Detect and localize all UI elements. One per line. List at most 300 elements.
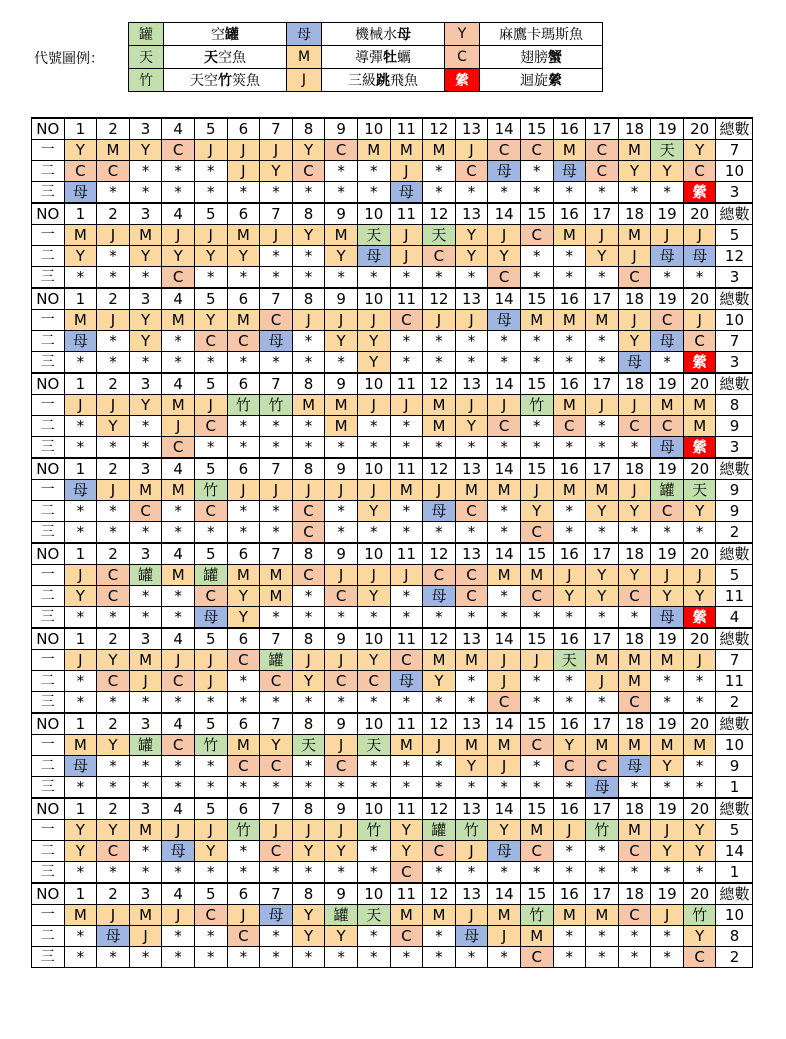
cell: J [64, 395, 97, 416]
table-row [32, 905, 753, 926]
cell: * [357, 692, 390, 714]
header-col: 2 [97, 543, 130, 565]
cell: M [651, 650, 684, 671]
header-col: 15 [520, 713, 553, 735]
header-col: 13 [455, 543, 488, 565]
cell: 竹 [194, 735, 227, 756]
cell: Y [488, 246, 521, 267]
cell: M [129, 820, 162, 841]
header-row [32, 798, 753, 820]
header-col: 20 [683, 543, 716, 565]
header-col: 19 [651, 118, 684, 140]
header-row [32, 203, 753, 225]
legend-description-part: 跳 [376, 73, 390, 89]
legend-code: C [445, 46, 480, 69]
table-row [32, 671, 753, 692]
cell: Y [423, 671, 456, 692]
cell: 罐 [423, 820, 456, 841]
header-col: 19 [651, 628, 684, 650]
cell: * [129, 352, 162, 374]
header-col: 3 [129, 713, 162, 735]
row-total: 3 [716, 437, 753, 459]
header-col: 6 [227, 373, 260, 395]
cell: C [162, 140, 195, 161]
cell: Y [357, 650, 390, 671]
cell: * [129, 182, 162, 204]
header-col: 12 [423, 883, 456, 905]
cell: 母 [64, 182, 97, 204]
cell: 竹 [227, 395, 260, 416]
header-col: 12 [423, 203, 456, 225]
cell: M [553, 480, 586, 501]
cell: * [162, 756, 195, 777]
header-total: 總數 [716, 713, 753, 735]
header-col: 16 [553, 883, 586, 905]
cell: M [586, 310, 619, 331]
cell: 母 [64, 331, 97, 352]
cell: * [423, 267, 456, 289]
cell: 罐 [194, 565, 227, 586]
cell: * [260, 926, 293, 947]
legend-description-part: 麻鷹卡瑪斯魚 [499, 27, 583, 43]
header-col: 7 [260, 713, 293, 735]
cell: * [194, 777, 227, 799]
cell: Y [586, 565, 619, 586]
cell: Y [586, 501, 619, 522]
legend-title: 代號圖例： [34, 51, 104, 67]
header-col: 4 [162, 458, 195, 480]
header-col: 13 [455, 713, 488, 735]
cell: J [162, 905, 195, 926]
cell: Y [227, 607, 260, 629]
cell: M [651, 395, 684, 416]
header-col: 3 [129, 373, 162, 395]
legend-description [322, 69, 445, 92]
header-col: 10 [357, 118, 390, 140]
cell: * [651, 862, 684, 884]
header-col: 2 [97, 118, 130, 140]
cell: 天 [292, 735, 325, 756]
cell: * [357, 267, 390, 289]
cell: * [97, 437, 130, 459]
cell: Y [292, 140, 325, 161]
cell: * [260, 416, 293, 437]
header-col: 9 [325, 543, 358, 565]
cell: * [520, 437, 553, 459]
table-row [32, 267, 753, 289]
cell: * [390, 777, 423, 799]
cell: Y [651, 586, 684, 607]
cell: * [97, 607, 130, 629]
cell: Y [357, 352, 390, 374]
header-col: 18 [618, 458, 651, 480]
table-row [32, 310, 753, 331]
cell: * [292, 586, 325, 607]
cell: * [520, 246, 553, 267]
cell: C [488, 267, 521, 289]
header-col: 16 [553, 118, 586, 140]
header-col: 5 [194, 458, 227, 480]
cell: * [325, 267, 358, 289]
cell: J [651, 225, 684, 246]
cell: * [618, 926, 651, 947]
header-col: 12 [423, 628, 456, 650]
header-row [32, 288, 753, 310]
cell: * [64, 926, 97, 947]
cell: J [553, 565, 586, 586]
legend-description-part: 三級 [348, 73, 376, 89]
row-total: 3 [716, 352, 753, 374]
header-col: 4 [162, 628, 195, 650]
cell: * [423, 947, 456, 968]
cell: * [651, 522, 684, 544]
cell: J [162, 820, 195, 841]
cell: * [423, 331, 456, 352]
cell: M [129, 905, 162, 926]
cell: J [651, 820, 684, 841]
row-label: 三 [32, 267, 65, 289]
legend-code: 母 [287, 23, 322, 46]
cell: * [423, 862, 456, 884]
cell: C [618, 905, 651, 926]
header-col: 15 [520, 543, 553, 565]
cell: * [357, 947, 390, 968]
cell: J [651, 565, 684, 586]
cell: * [325, 692, 358, 714]
header-row [32, 458, 753, 480]
table-row [32, 841, 753, 862]
cell: C [292, 522, 325, 544]
row-label: 一 [32, 480, 65, 501]
cell: J [292, 820, 325, 841]
header-col: 9 [325, 458, 358, 480]
cell: * [129, 692, 162, 714]
row-label: 三 [32, 862, 65, 884]
legend-table [128, 22, 603, 92]
cell: J [488, 671, 521, 692]
header-col: 4 [162, 713, 195, 735]
row-label: 三 [32, 947, 65, 968]
cell: J [520, 480, 553, 501]
row-total: 7 [716, 331, 753, 352]
cell: J [227, 905, 260, 926]
cell: M [553, 905, 586, 926]
cell: * [325, 522, 358, 544]
row-total: 2 [716, 522, 753, 544]
cell: M [64, 905, 97, 926]
cell: C [390, 862, 423, 884]
cell: 母 [683, 246, 716, 267]
header-col: 13 [455, 118, 488, 140]
cell: J [618, 310, 651, 331]
legend-code: 竹 [129, 69, 164, 92]
cell: J [194, 671, 227, 692]
row-total: 2 [716, 947, 753, 968]
cell: Y [586, 246, 619, 267]
cell: * [586, 947, 619, 968]
header-col: 20 [683, 798, 716, 820]
cell: * [553, 182, 586, 204]
cell: M [683, 735, 716, 756]
header-col: 2 [97, 373, 130, 395]
cell: C [325, 756, 358, 777]
cell: Y [292, 841, 325, 862]
row-total: 5 [716, 565, 753, 586]
cell: * [488, 586, 521, 607]
header-col: 4 [162, 373, 195, 395]
cell: C [520, 140, 553, 161]
header-col: 20 [683, 118, 716, 140]
table-row [32, 756, 753, 777]
cell: * [64, 501, 97, 522]
header-col: 10 [357, 883, 390, 905]
header-col: 2 [97, 458, 130, 480]
header-col: 2 [97, 883, 130, 905]
cell: * [292, 692, 325, 714]
header-col: 2 [97, 288, 130, 310]
cell: J [194, 225, 227, 246]
header-no: NO [32, 288, 65, 310]
cell: M [97, 140, 130, 161]
cell: * [683, 756, 716, 777]
cell: * [618, 182, 651, 204]
cell: M [227, 225, 260, 246]
cell: C [129, 501, 162, 522]
cell: Y [553, 586, 586, 607]
cell: C [520, 522, 553, 544]
cell: * [194, 926, 227, 947]
cell: C [357, 671, 390, 692]
cell: * [423, 607, 456, 629]
cell: 竹 [683, 905, 716, 926]
cell: * [292, 182, 325, 204]
cell: Y [455, 225, 488, 246]
header-col: 14 [488, 118, 521, 140]
header-col: 11 [390, 883, 423, 905]
header-col: 18 [618, 543, 651, 565]
row-label: 三 [32, 352, 65, 374]
cell: C [455, 501, 488, 522]
cell: J [97, 225, 130, 246]
header-col: 20 [683, 458, 716, 480]
cell: J [520, 650, 553, 671]
legend-row [129, 69, 603, 92]
cell: * [129, 756, 162, 777]
cell: Y [64, 820, 97, 841]
cell: * [64, 671, 97, 692]
cell: C [455, 161, 488, 182]
cell: Y [129, 140, 162, 161]
cell: * [162, 586, 195, 607]
cell: * [586, 862, 619, 884]
legend-description [480, 46, 603, 69]
header-no: NO [32, 118, 65, 140]
header-col: 14 [488, 458, 521, 480]
header-col: 3 [129, 458, 162, 480]
legend-description-part: 翅膀 [520, 50, 548, 66]
cell: 母 [455, 926, 488, 947]
cell: C [618, 841, 651, 862]
cell: * [227, 692, 260, 714]
header-col: 14 [488, 543, 521, 565]
table-row [32, 437, 753, 459]
header-col: 7 [260, 798, 293, 820]
cell: M [553, 140, 586, 161]
cell: * [64, 777, 97, 799]
cell: J [683, 310, 716, 331]
header-col: 13 [455, 288, 488, 310]
cell: Y [651, 841, 684, 862]
cell: M [423, 395, 456, 416]
table-row [32, 777, 753, 799]
row-total: 10 [716, 161, 753, 182]
cell: * [260, 437, 293, 459]
header-col: 13 [455, 883, 488, 905]
cell: J [292, 480, 325, 501]
table-row [32, 480, 753, 501]
header-col: 17 [586, 373, 619, 395]
cell: C [683, 331, 716, 352]
cell: * [357, 777, 390, 799]
cell: * [129, 437, 162, 459]
cell: 罐 [260, 650, 293, 671]
header-col: 4 [162, 118, 195, 140]
table-row [32, 692, 753, 714]
cell: 母 [260, 331, 293, 352]
table-row [32, 650, 753, 671]
legend-description [322, 46, 445, 69]
cell: J [227, 480, 260, 501]
cell: C [553, 756, 586, 777]
cell: J [194, 650, 227, 671]
cell: Y [618, 501, 651, 522]
header-col: 10 [357, 628, 390, 650]
cell: * [586, 352, 619, 374]
header-col: 11 [390, 373, 423, 395]
cell: M [618, 820, 651, 841]
cell: 縈 [683, 352, 716, 374]
cell: J [390, 225, 423, 246]
cell: J [97, 905, 130, 926]
cell: Y [683, 820, 716, 841]
header-no: NO [32, 713, 65, 735]
cell: * [423, 161, 456, 182]
header-col: 7 [260, 543, 293, 565]
cell: 母 [423, 586, 456, 607]
header-row [32, 118, 753, 140]
cell: Y [683, 926, 716, 947]
cell: M [227, 565, 260, 586]
cell: M [64, 310, 97, 331]
cell: J [390, 395, 423, 416]
cell: * [553, 352, 586, 374]
header-col: 17 [586, 203, 619, 225]
cell: * [618, 862, 651, 884]
header-col: 11 [390, 288, 423, 310]
header-col: 10 [357, 288, 390, 310]
row-total: 9 [716, 480, 753, 501]
cell: * [292, 756, 325, 777]
header-total: 總數 [716, 118, 753, 140]
header-col: 14 [488, 373, 521, 395]
header-col: 18 [618, 288, 651, 310]
header-col: 17 [586, 288, 619, 310]
legend-description-part: 蟹 [548, 50, 562, 66]
row-label: 二 [32, 416, 65, 437]
header-col: 18 [618, 628, 651, 650]
cell: * [455, 671, 488, 692]
cell: * [520, 692, 553, 714]
header-total: 總數 [716, 543, 753, 565]
cell: * [97, 947, 130, 968]
header-col: 9 [325, 883, 358, 905]
cell: Y [390, 841, 423, 862]
legend-code: 罐 [129, 23, 164, 46]
cell: Y [129, 310, 162, 331]
cell: * [357, 437, 390, 459]
cell: M [292, 395, 325, 416]
cell: M [129, 480, 162, 501]
row-total: 7 [716, 650, 753, 671]
cell: J [586, 671, 619, 692]
cell: * [162, 352, 195, 374]
header-col: 5 [194, 543, 227, 565]
cell: 母 [423, 501, 456, 522]
cell: Y [129, 395, 162, 416]
header-no: NO [32, 373, 65, 395]
header-total: 總數 [716, 883, 753, 905]
legend-description-part: 導彈 [355, 50, 383, 66]
header-col: 11 [390, 203, 423, 225]
cell: * [194, 437, 227, 459]
cell: M [227, 310, 260, 331]
cell: 母 [357, 246, 390, 267]
cell: * [683, 671, 716, 692]
cell: 天 [553, 650, 586, 671]
header-row [32, 373, 753, 395]
cell: J [488, 395, 521, 416]
header-col: 20 [683, 628, 716, 650]
header-total: 總數 [716, 203, 753, 225]
cell: J [618, 246, 651, 267]
row-total: 10 [716, 905, 753, 926]
legend-description-part: 筴魚 [232, 73, 260, 89]
cell: C [227, 650, 260, 671]
header-col: 8 [292, 458, 325, 480]
legend-row [129, 46, 603, 69]
cell: 罐 [129, 565, 162, 586]
row-label: 二 [32, 161, 65, 182]
cell: J [423, 480, 456, 501]
header-no: NO [32, 798, 65, 820]
row-label: 一 [32, 140, 65, 161]
header-col: 19 [651, 883, 684, 905]
cell: Y [586, 586, 619, 607]
cell: Y [64, 246, 97, 267]
cell: M [129, 650, 162, 671]
cell: Y [227, 586, 260, 607]
cell: * [357, 182, 390, 204]
cell: C [162, 735, 195, 756]
header-col: 1 [64, 798, 97, 820]
cell: J [455, 841, 488, 862]
cell: * [390, 416, 423, 437]
legend-description [164, 46, 287, 69]
cell: * [325, 501, 358, 522]
header-col: 1 [64, 713, 97, 735]
cell: * [97, 756, 130, 777]
header-col: 7 [260, 118, 293, 140]
